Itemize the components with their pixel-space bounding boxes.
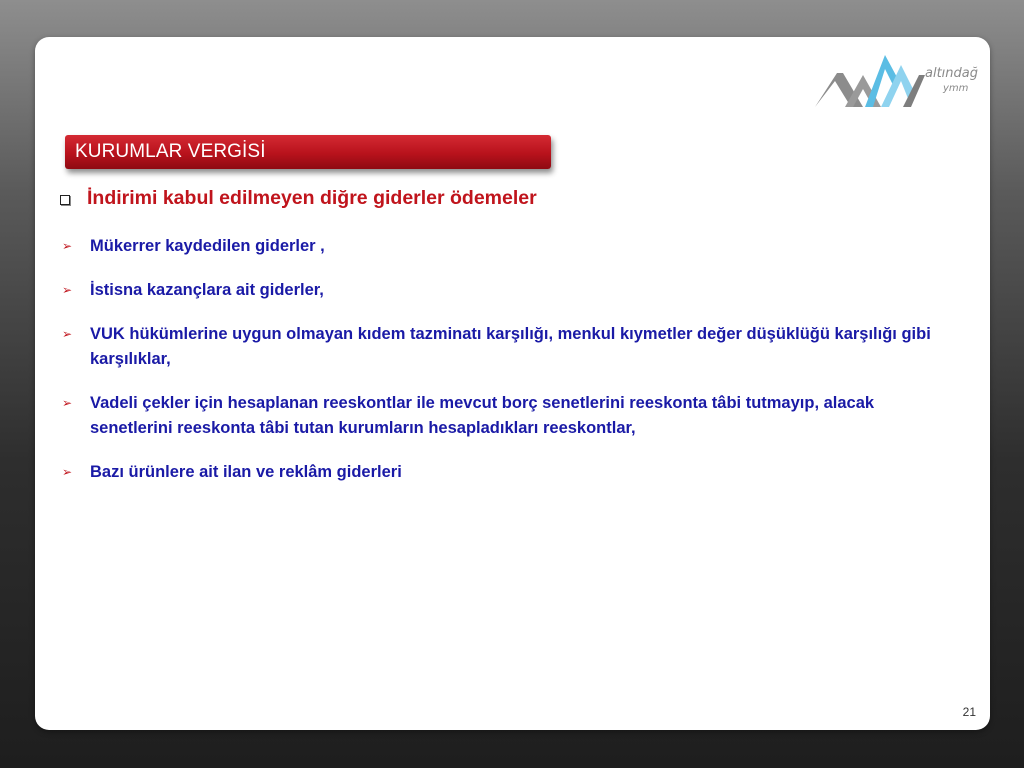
altindag-ymm-logo — [815, 45, 985, 109]
logo-text-top: altındağ — [925, 66, 978, 81]
list-item — [60, 278, 960, 303]
list-item-text: Bazı ürünlere ait ilan ve reklâm giderleri — [90, 463, 402, 481]
arrow-bullet-icon: ➢ — [62, 327, 73, 341]
list-item-text: Vadeli çekler için hesaplanan reeskontlar ile mevcut borç senetlerini reeskonta tâbi tutmayıp, alacak senetlerini reeskonta tâbi tutan kurumların hesapladıkları reeskontlar, — [90, 394, 875, 437]
arrow-bullet-icon: ➢ — [62, 396, 73, 410]
list-item — [60, 322, 960, 372]
list-item — [60, 234, 960, 259]
section-title: KURUMLAR VERGİSİ — [75, 141, 266, 162]
slide — [35, 37, 990, 730]
headline — [60, 187, 537, 210]
square-bullet-icon — [60, 195, 70, 205]
arrow-bullet-icon: ➢ — [62, 465, 73, 479]
arrow-bullet-icon: ➢ — [62, 239, 73, 253]
headline-text: İndirimi kabul edilmeyen diğre giderler ödemeler — [87, 187, 537, 209]
page-number: 21 — [962, 705, 976, 719]
bullet-list — [60, 234, 960, 504]
list-item — [60, 391, 960, 441]
list-item — [60, 460, 960, 485]
arrow-bullet-icon: ➢ — [62, 283, 73, 297]
list-item-text: Mükerrer kaydedilen giderler , — [90, 237, 325, 255]
logo-text-bottom: ymm — [943, 83, 969, 94]
list-item-text: İstisna kazançlara ait giderler, — [90, 281, 324, 299]
section-title-banner — [65, 135, 551, 169]
list-item-text: VUK hükümlerine uygun olmayan kıdem tazminatı karşılığı, menkul kıymetler değer düşüklüğü karşılığı gibi karşılıklar, — [90, 325, 931, 368]
